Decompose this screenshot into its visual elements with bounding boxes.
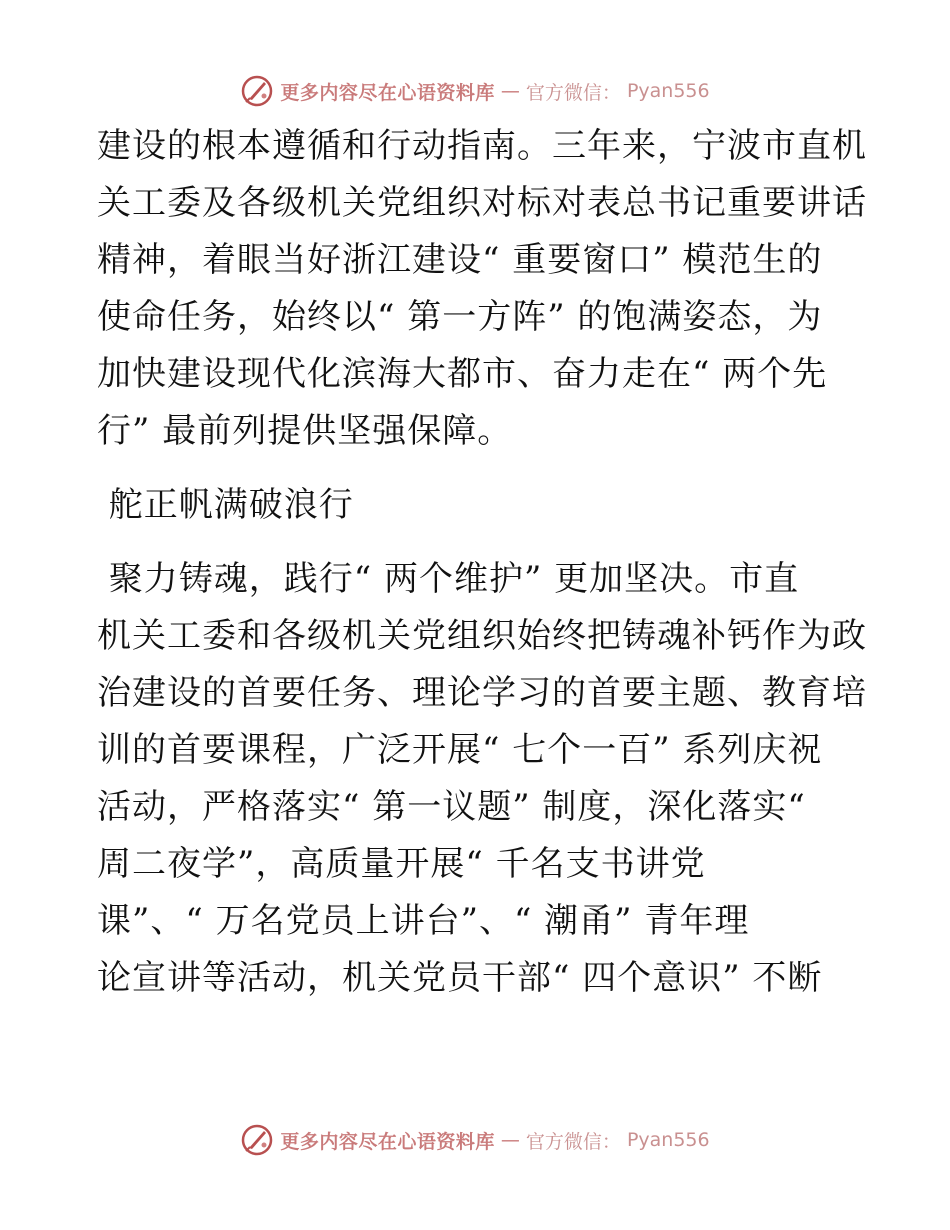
text-line: 课”、“ 万名党员上讲台”、“ 潮甬” 青年理 (97, 901, 750, 941)
text-line: 加快建设现代化滨海大都市、奋力走在“ 两个先 (97, 354, 828, 394)
text-line: 治建设的首要任务、理论学习的首要主题、教育培 (97, 673, 867, 713)
document-body (97, 118, 867, 1007)
text-line: 行” 最前列提供坚强保障。 (97, 411, 513, 451)
watermark-dash: — (500, 80, 520, 102)
text-line: 活动，严格落实“ 第一议题” 制度，深化落实“ (97, 787, 806, 827)
watermark-main-text: 更多内容尽在心语资料库 (280, 1130, 495, 1153)
text-line: 精神，着眼当好浙江建设“ 重要窗口” 模范生的 (97, 240, 823, 280)
text-line: 使命任务，始终以“ 第一方阵” 的饱满姿态，为 (97, 297, 823, 337)
text-line: 关工委及各级机关党组织对标对表总书记重要讲话 (97, 183, 867, 223)
watermark-main-text: 更多内容尽在心语资料库 (280, 81, 495, 104)
section-heading (97, 477, 857, 534)
text-line: 机关工委和各级机关党组织始终把铸魂补钙作为政 (97, 616, 867, 656)
quill-logo-icon (240, 1123, 274, 1157)
text-line: 周二夜学”，高质量开展“ 千名支书讲党 (97, 844, 706, 884)
text-line: 建设的根本遵循和行动指南。三年来，宁波市直机 (97, 126, 867, 166)
heading-text: 舵正帆满破浪行 (97, 485, 354, 525)
text-line: 训的首要课程，广泛开展“ 七个一百” 系列庆祝 (97, 730, 823, 770)
text-line: 论宣讲等活动，机关党员干部“ 四个意识” 不断 (97, 958, 823, 998)
watermark-wechat-id: Pyan556 (626, 1129, 710, 1151)
footer-watermark (0, 1123, 950, 1157)
paragraph-intro (97, 118, 867, 460)
header-watermark (0, 74, 950, 108)
watermark-dash: — (500, 1129, 520, 1151)
watermark-wechat-id: Pyan556 (626, 80, 710, 102)
quill-logo-icon (240, 74, 274, 108)
paragraph-body (97, 551, 867, 1007)
text-line: 聚力铸魂，践行“ 两个维护” 更加坚决。市直 (97, 559, 800, 599)
watermark-sub-text: 官方微信： (525, 81, 621, 104)
watermark-sub-text: 官方微信： (525, 1130, 621, 1153)
